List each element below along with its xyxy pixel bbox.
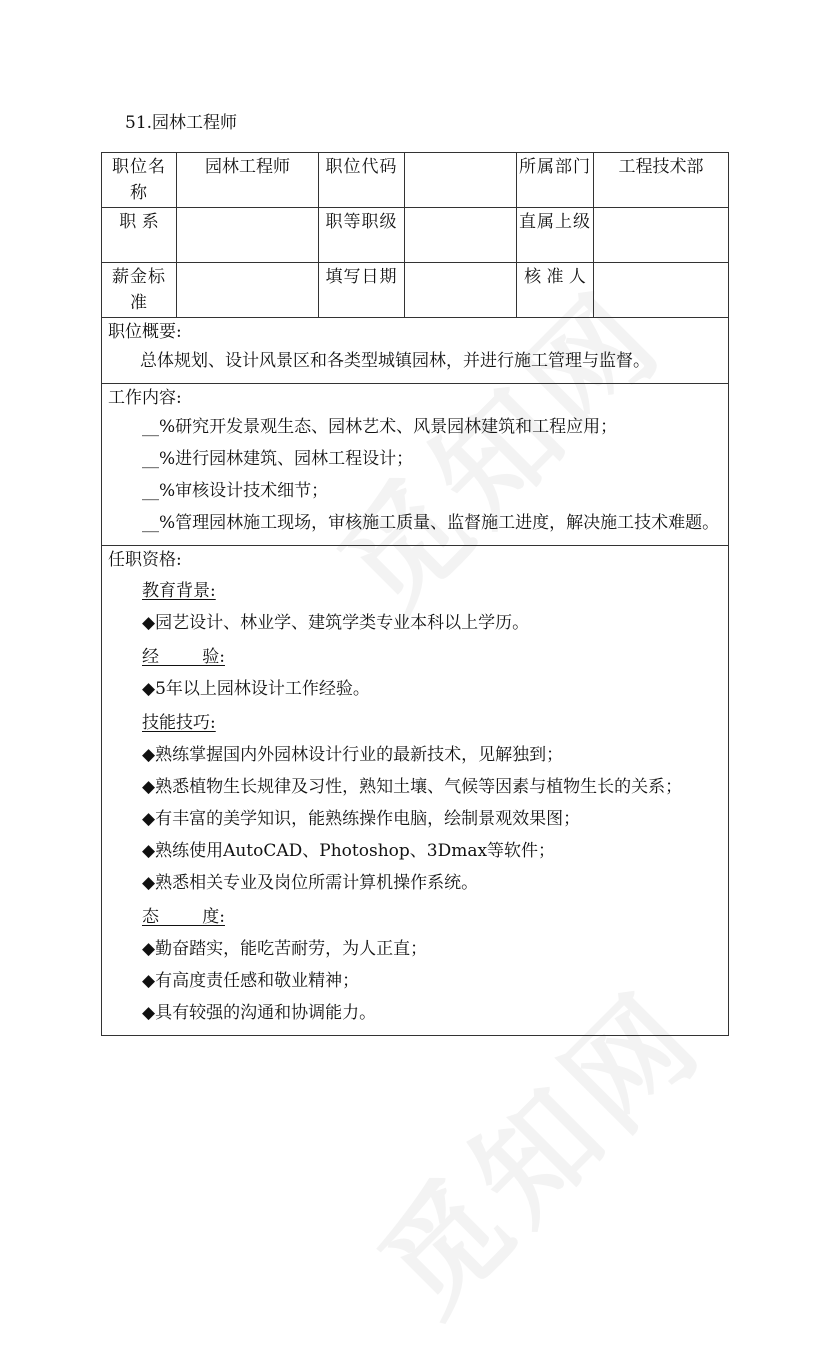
qualifications-row — [102, 546, 729, 1036]
attitude-item: ◆有高度责任感和敬业精神； — [142, 971, 360, 991]
fill-date-value — [405, 263, 517, 318]
duties-title: 工作内容: — [108, 388, 182, 408]
skill-item: ◆熟练使用AutoCAD、Photoshop、3Dmax等软件； — [142, 841, 556, 861]
duty-item: __%研究开发景观生态、园林艺术、风景园林建筑和工程应用； — [142, 417, 618, 437]
department-label: 所属部门 — [517, 153, 594, 208]
salary-label: 薪金标准 — [102, 263, 177, 318]
document-title: 51.园林工程师 — [125, 113, 238, 133]
skill-item: ◆熟悉相关专业及岗位所需计算机操作系统。 — [142, 873, 479, 893]
qualifications-title: 任职资格: — [108, 550, 182, 570]
attitude-item: ◆具有较强的沟通和协调能力。 — [142, 1003, 377, 1023]
fill-date-label: 填写日期 — [319, 263, 405, 318]
duty-item: __%审核设计技术细节； — [142, 481, 329, 501]
qualifications-section — [102, 546, 729, 1036]
position-name-label: 职位名称 — [102, 153, 177, 208]
duties-section — [102, 384, 729, 546]
approver-value — [594, 263, 729, 318]
duty-item: __%管理园林施工现场，审核施工质量、监督施工进度，解决施工技术难题。 — [142, 513, 720, 533]
duties-row — [102, 384, 729, 546]
education-item: ◆园艺设计、林业学、建筑学类专业本科以上学历。 — [142, 613, 530, 633]
salary-value — [177, 263, 319, 318]
skill-item: ◆熟练掌握国内外园林设计行业的最新技术，见解独到； — [142, 745, 564, 765]
attitude-heading: 态 度: — [142, 907, 225, 927]
job-family-label: 职 系 — [102, 208, 177, 263]
position-code-value — [405, 153, 517, 208]
job-family-value — [177, 208, 319, 263]
skill-item: ◆有丰富的美学知识，能熟练操作电脑，绘制景观效果图； — [142, 809, 581, 829]
grade-value — [405, 208, 517, 263]
skills-heading: 技能技巧: — [142, 713, 216, 733]
department-value: 工程技术部 — [594, 153, 729, 208]
skill-item: ◆熟悉植物生长规律及习性，熟知土壤、气候等因素与植物生长的关系； — [142, 777, 683, 797]
supervisor-value — [594, 208, 729, 263]
experience-item: ◆5年以上园林设计工作经验。 — [142, 679, 370, 699]
supervisor-label: 直属上级 — [517, 208, 594, 263]
header-row-2 — [102, 208, 729, 263]
summary-row — [102, 318, 729, 384]
header-row-3 — [102, 263, 729, 318]
summary-title: 职位概要: — [108, 322, 182, 342]
summary-section — [102, 318, 729, 384]
summary-text: 总体规划、设计风景区和各类型城镇园林，并进行施工管理与监督。 — [140, 351, 650, 371]
header-row-1 — [102, 153, 729, 208]
grade-label: 职等职级 — [319, 208, 405, 263]
education-heading: 教育背景: — [142, 581, 216, 601]
position-name-value: 园林工程师 — [177, 153, 319, 208]
position-code-label: 职位代码 — [319, 153, 405, 208]
approver-label: 核 准 人 — [517, 263, 594, 318]
attitude-item: ◆勤奋踏实，能吃苦耐劳，为人正直； — [142, 939, 428, 959]
job-description-table — [101, 152, 729, 1036]
experience-heading: 经 验: — [142, 647, 225, 667]
duty-item: __%进行园林建筑、园林工程设计； — [142, 449, 414, 469]
